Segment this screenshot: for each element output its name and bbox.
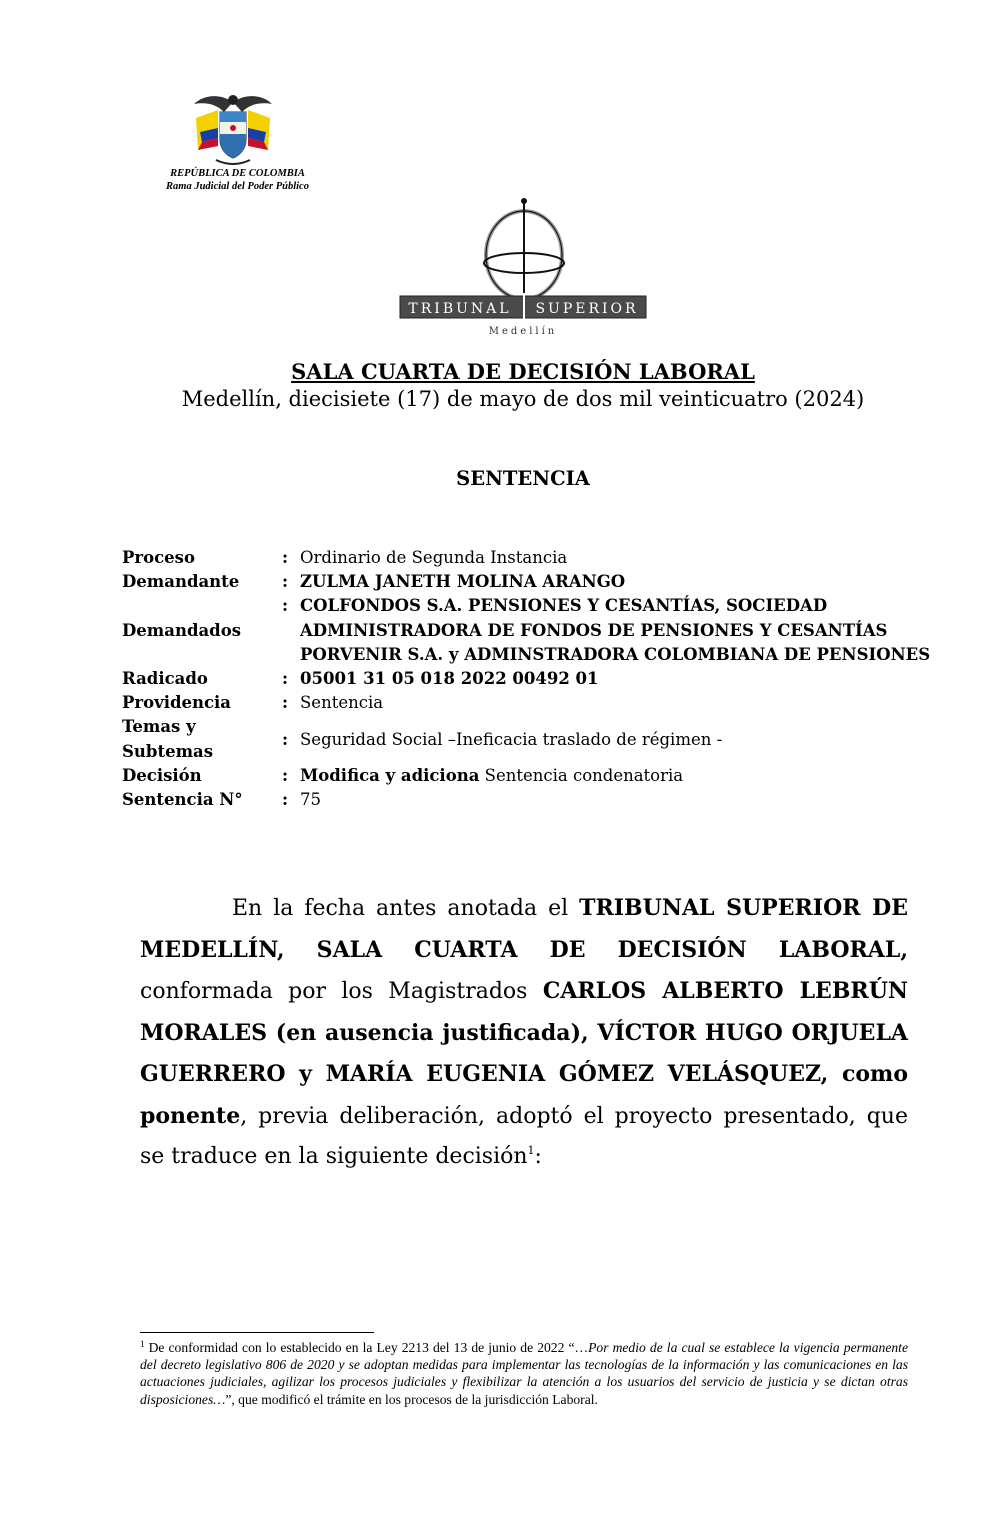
temas-value: Seguridad Social –Ineficacia traslado de régimen -	[300, 730, 723, 749]
subtemas-label: Subtemas	[122, 742, 214, 761]
sentencia-number-value: 75	[300, 790, 321, 809]
colon: :	[282, 693, 289, 712]
decision-value	[300, 764, 683, 788]
republica-label: REPÚBLICA DE COLOMBIA	[170, 168, 305, 179]
footnote-italic-quote: Por medio de la cual se establece la vigencia permanente del decreto legislativo 806 de 2020 y se adoptan medidas para implementar las tecnologías de la información y las comunicaciones en las actuaciones judiciales, agilizar los procesos judiciales y flexibilizar la atención a los usuarios del servicio de justicia y se dictan otras disposiciones…	[140, 1340, 908, 1407]
body-bold-magistrados: CARLOS ALBERTO LEBRÚN MORALES (en ausencia justificada), VÍCTOR HUGO ORJUELA GUERRERO y MARÍA EUGENIA GÓMEZ VELÁSQUEZ, como ponente	[140, 978, 908, 1129]
colon: :	[282, 669, 289, 688]
sentencia-title: SENTENCIA	[456, 467, 590, 490]
decision-label: Decisión	[122, 766, 202, 785]
demandados-value-line2: ADMINISTRADORA DE FONDOS DE PENSIONES Y CESANTÍAS	[300, 621, 888, 640]
demandados-value-line1: COLFONDOS S.A. PENSIONES Y CESANTÍAS, SOCIEDAD	[300, 596, 828, 615]
decision-bold: Modifica y adiciona	[300, 766, 480, 785]
footnote-number: 1	[140, 1339, 145, 1349]
temas-label: Temas y	[122, 717, 196, 736]
coat-of-arms-icon	[188, 88, 278, 168]
colon: :	[282, 730, 289, 749]
demandante-value: ZULMA JANETH MOLINA ARANGO	[300, 572, 626, 591]
demandados-label: Demandados	[122, 621, 242, 640]
rama-judicial-label: Rama Judicial del Poder Público	[166, 181, 309, 192]
footnote-text: De conformidad con lo establecido en la Ley 2213 del 13 de junio de 2022 “…	[144, 1340, 589, 1355]
radicado-value: 05001 31 05 018 2022 00492 01	[300, 669, 599, 688]
body-text: En la fecha antes anotada el	[232, 896, 580, 921]
colon: :	[282, 548, 289, 567]
decision-rest: Sentencia condenatoria	[479, 766, 684, 785]
tribunal-superior-logo	[398, 195, 648, 340]
logo-city-text: Medellín	[488, 326, 558, 337]
radicado-label: Radicado	[122, 669, 208, 688]
body-text: conformada por los Magistrados	[140, 979, 543, 1004]
providencia-value: Sentencia	[300, 693, 384, 712]
logo-superior-text: SUPERIOR	[535, 301, 639, 317]
footnote	[140, 1339, 908, 1408]
body-text: , previa deliberación, adoptó el proyecto presentado, que se traduce en la siguiente decisión	[140, 1103, 908, 1169]
body-paragraph	[140, 888, 908, 1178]
footnote-text: ”, que modificó el trámite en los procesos de la jurisdicción Laboral.	[225, 1391, 598, 1407]
sala-title: SALA CUARTA DE DECISIÓN LABORAL	[291, 359, 755, 384]
colon: :	[282, 766, 289, 785]
demandados-value-line3: PORVENIR S.A. y ADMINSTRADORA COLOMBIANA DE PENSIONES	[300, 645, 931, 664]
proceso-label: Proceso	[122, 548, 195, 567]
body-text: :	[534, 1144, 542, 1169]
logo-tribunal-text: TRIBUNAL	[408, 301, 512, 317]
colon: :	[282, 572, 289, 591]
colon: :	[282, 790, 289, 809]
document-date: Medellín, diecisiete (17) de mayo de dos mil veinticuatro (2024)	[181, 387, 865, 411]
colon: :	[282, 596, 289, 615]
body-bold-tribunal: TRIBUNAL SUPERIOR DE MEDELLÍN, SALA CUARTA DE DECISIÓN LABORAL,	[140, 895, 908, 963]
providencia-label: Providencia	[122, 693, 231, 712]
demandante-label: Demandante	[122, 572, 240, 591]
sentencia-number-label: Sentencia N°	[122, 790, 243, 809]
footnote-reference[interactable]: 1	[527, 1144, 535, 1157]
proceso-value: Ordinario de Segunda Instancia	[300, 548, 568, 567]
footnote-divider	[140, 1332, 374, 1333]
